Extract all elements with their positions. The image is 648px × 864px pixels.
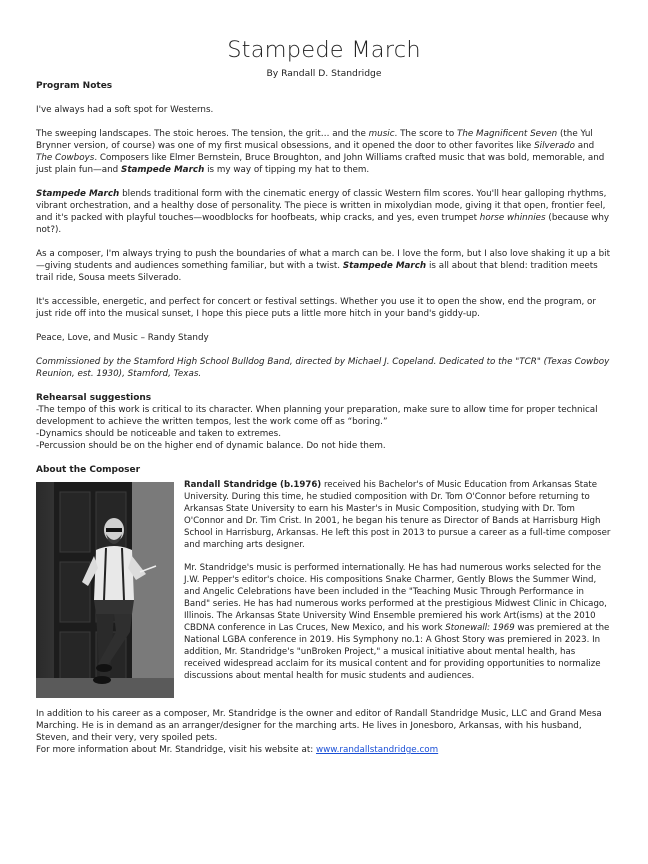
text-run: Commissioned by the Stamford High School Bulldog Band, directed by Michael J. Copeland. Dedicated to the "TCR" (Texas Cowboy Reunion, est. 1930), Stamford, Texas.: [36, 357, 610, 379]
text-run: . Composers like Elmer Bernstein, Bruce Broughton, and John Williams crafted music that was bold, memorable, and just plain fun—and: [36, 153, 605, 175]
text-run: was premiered at the National LGBA conference in 2019. His Symphony no.1: A Ghost Story was premiered in 2023. In addition, Mr. Standridge's "unBroken Project," a musical initiative about mental health, has received widespread acclaim for its musical content and for providing opportunities to normalize discussions about mental health for music students and audiences.: [184, 622, 610, 681]
text-run: Stampede March: [36, 189, 120, 199]
rehearsal-item: -The tempo of this work is critical to its character. When planning your preparation, make sure to allow time for proper technical development to achieve the written tempos, lest the work come off as “boring.”: [36, 405, 598, 427]
commission-note: [36, 356, 612, 380]
byline: By Randall D. Standridge: [266, 68, 382, 79]
text-run: Stampede March: [342, 261, 427, 271]
bio-paragraph-3: In addition to his career as a composer, Mr. Standridge is the owner and editor of Randall Standridge Music, LLC and Grand Mesa Marching. He is in demand as an arranger/designer for the marching arts. He lives in Jonesboro, Arkansas, with his husband, Steven, and their very, very spoiled pets.: [36, 709, 602, 743]
text-run: is my way of tipping my hat to them.: [204, 165, 370, 175]
text-run: blends traditional form with the cinematic energy of classic Western film scores. You'll hear galloping rhythms, vibrant orchestration, and a healthy dose of personality. The piece is written in mixolydian mode, giving it that open, frontier feel, and it's packed with playful touches—woodblocks for hoofbeats, whip cracks, and yes, even trumpet: [36, 189, 607, 223]
text-run: As a composer, I'm always trying to push the boundaries of what a march can be. I love the form, but I also love shaking it up a bit—giving students and audiences something familiar, but with a twist.: [36, 249, 611, 271]
text-run: Stampede March: [121, 165, 205, 175]
text-run: and: [574, 141, 595, 151]
composer-photo-image: [36, 482, 174, 698]
text-run: Mr. Standridge's music is performed internationally. He has had numerous works selected for the J.W. Pepper's editor's choice. His compositions Snake Charmer, Gently Blows the Summer Wind, and Angelic Celebrations have been included in the "Teaching Music Through Performance in Band" series. He has had numerous works performed at the prestigious Midwest Clinic in Chicago, Illinois. The Arkansas State University Wind Ensemble premiered his work Art(isms) at the 2010 CBDNA conference in Las Cruces, New Mexico, and his work: [184, 563, 607, 633]
bio-paragraph-2: [184, 563, 612, 682]
composer-heading: About the Composer: [36, 465, 141, 475]
rehearsal-item: -Dynamics should be noticeable and taken to extremes.: [36, 429, 281, 439]
composer-section: [36, 476, 612, 698]
composer-name: Randall Standridge (b.1976): [184, 480, 322, 490]
text-run: received his Bachelor's of Music Education from Arkansas State University. During this time, he studied composition with Dr. Tom O'Connor before returning to Arkansas State University to earn his Master's in Music Composition, studying with Dr. Tom O'Connor and Dr. Tim Crist. In 2001, he began his tenure as Director of Bands at Harrisburg High School in Harrisburg, Arkansas. He left this post in 2013 to pursue a career as a full-time composer and marching arts designer.: [184, 480, 611, 550]
rehearsal-item: -Percussion should be on the higher end of dynamic balance. Do not hide them.: [36, 441, 386, 451]
text-run: (the Yul Brynner version, of course) was one of my first musical obsessions, and it opened the door to other favorites like: [36, 129, 593, 151]
website-line: [36, 744, 612, 756]
text-run: music: [368, 129, 395, 139]
composer-photo: [36, 482, 174, 698]
program-notes-p4: [36, 248, 612, 284]
program-notes-heading: Program Notes: [36, 81, 113, 91]
program-notes-p2: [36, 128, 612, 176]
website-link[interactable]: www.randallstandridge.com: [315, 745, 439, 755]
text-run: Silverado: [534, 141, 575, 151]
text-run: The Magnificent Seven: [457, 129, 558, 139]
program-notes-signoff: Peace, Love, and Music – Randy Standy: [36, 333, 209, 343]
text-run: is all about that blend: tradition meets trail ride, Sousa meets Silverado.: [36, 261, 598, 283]
document-page: [36, 34, 612, 756]
program-notes-p3: [36, 188, 612, 236]
bio-paragraph-1: [184, 480, 612, 551]
text-run: The Cowboys: [36, 153, 95, 163]
page-title: Stampede March: [227, 37, 421, 63]
text-run: Stonewall: 1969: [445, 622, 515, 633]
text-run: (because why not?).: [36, 213, 610, 235]
text-run: The sweeping landscapes. The stoic heroes. The tension, the grit… and the: [36, 129, 369, 139]
composer-bio: [184, 476, 612, 698]
rehearsal-heading: Rehearsal suggestions: [36, 393, 152, 403]
program-notes-p1: I've always had a soft spot for Westerns.: [36, 105, 214, 115]
text-run: horse whinnies: [479, 213, 546, 223]
text-run: . The score to: [394, 129, 457, 139]
text-run: For more information about Mr. Standridge, visit his website at:: [36, 745, 316, 755]
program-notes-p5: It's accessible, energetic, and perfect for concert or festival settings. Whether you use it to open the show, end the program, or just ride off into the musical sunset, I hope this piece puts a little more hitch in your band's giddy-up.: [36, 297, 597, 319]
